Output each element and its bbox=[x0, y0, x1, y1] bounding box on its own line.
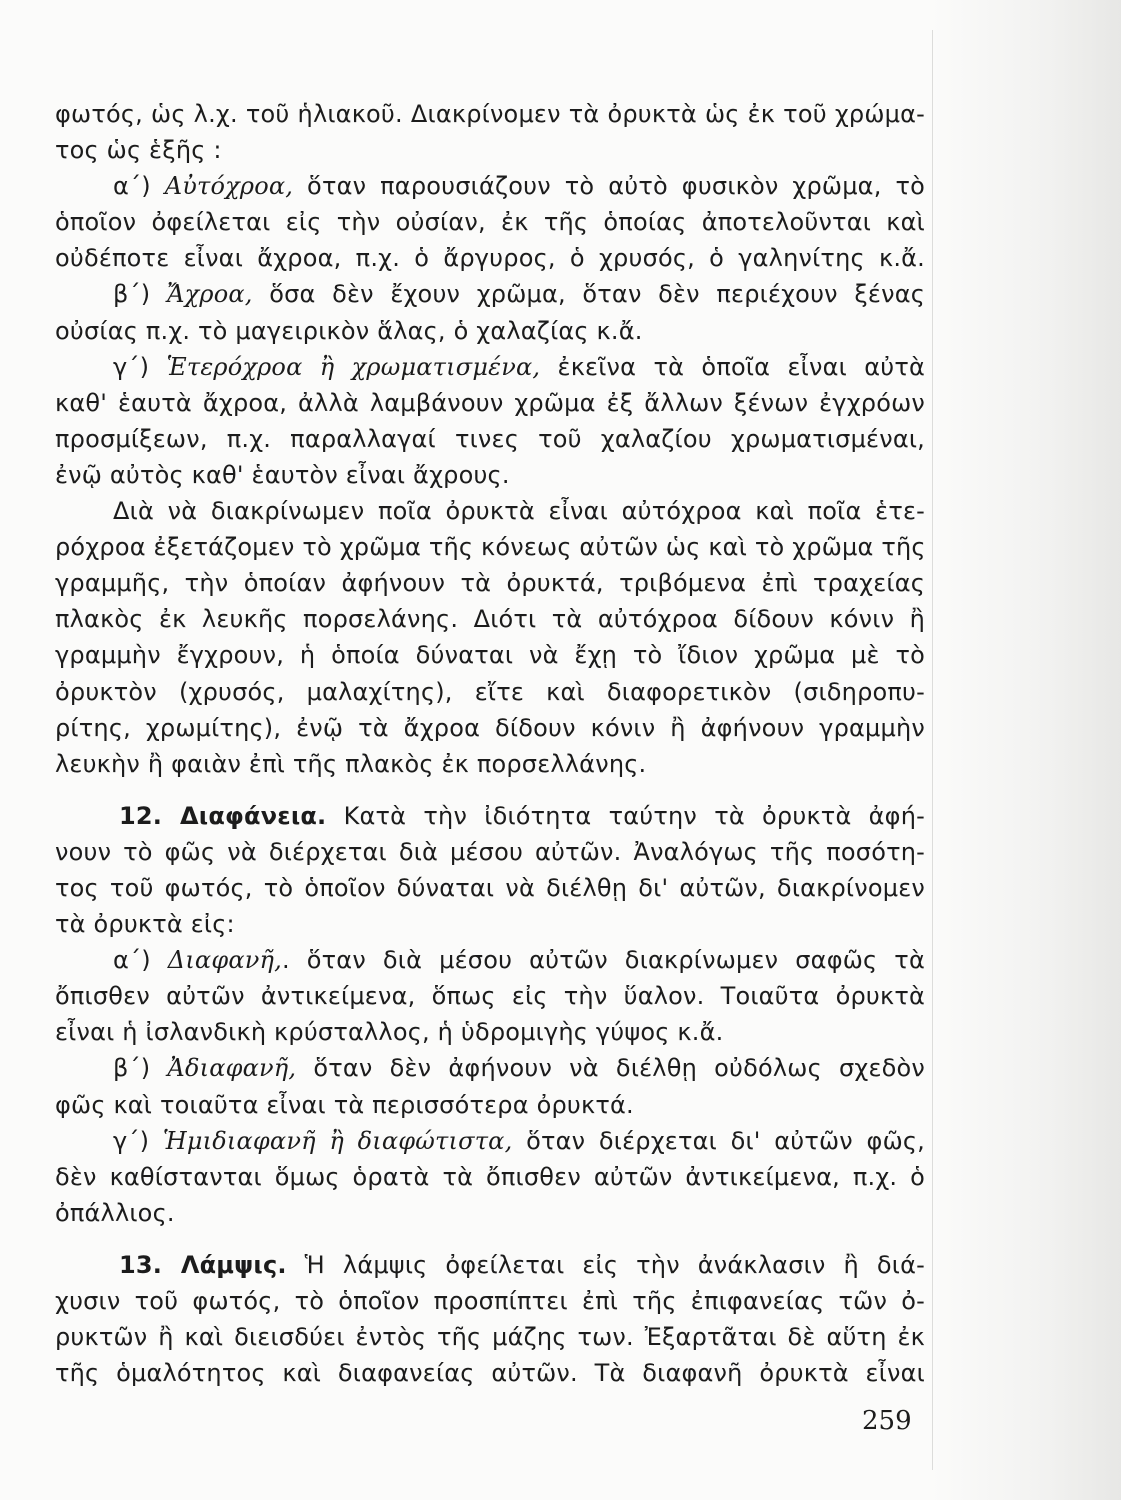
text-line: γ΄) Ἑτερόχροα ἢ χρωματισμένα, ἐκεῖνα τὰ ὁποῖα εἶναι αὐτὰ bbox=[113, 352, 925, 381]
text-line: φωτός, ὡς λ.χ. τοῦ ἡλιακοῦ. Διακρίνομεν τὰ ὀρυκτὰ ὡς ἐκ τοῦ χρώμα- bbox=[55, 100, 925, 128]
text-line: λευκὴν ἢ φαιὰν ἐπὶ τῆς πλακὸς ἐκ πορσελλάνης. bbox=[55, 749, 647, 778]
text-line: ὄπισθεν αὐτῶν ἀντικείμενα, ὅπως εἰς τὴν ὕαλον. Τοιαῦτα ὀρυκτὰ bbox=[55, 982, 925, 1011]
page-body-text bbox=[55, 96, 925, 1391]
term-italic: Ἑτερόχροα ἢ χρωματισμένα, bbox=[166, 352, 541, 381]
text-line: εἶναι ἡ ἰσλανδικὴ κρύσταλλος, ἡ ὑδρομιγὴς γύψος κ.ἄ. bbox=[55, 1018, 724, 1047]
text-line: τὰ ὀρυκτὰ εἰς: bbox=[55, 910, 235, 939]
text-line: τος ὡς ἑξῆς : bbox=[55, 136, 222, 165]
text-line: γραμμὴν ἔγχρουν, ἡ ὁποία δύναται νὰ ἔχῃ τὸ ἴδιον χρῶμα μὲ τὸ bbox=[55, 641, 925, 670]
text-line: καθ' ἑαυτὰ ἄχροα, ἀλλὰ λαμβάνουν χρῶμα ἐξ ἄλλων ξένων ἐγχρόων bbox=[55, 388, 925, 417]
page-edge-shadow bbox=[931, 0, 1121, 1500]
text-line: τος τοῦ φωτός, τὸ ὁποῖον δύναται νὰ διέλθῃ δι' αὐτῶν, διακρίνομεν bbox=[55, 873, 925, 902]
text-line: γ΄) Ἡμιδιαφανῆ ἢ διαφώτιστα, ὅταν διέρχεται δι' αὐτῶν φῶς, bbox=[113, 1126, 926, 1155]
text-line: ὀπάλλιος. bbox=[55, 1198, 175, 1227]
term-italic: Διαφανῆ, bbox=[167, 946, 282, 975]
term-italic: Ἡμιδιαφανῆ ἢ διαφώτιστα, bbox=[162, 1126, 513, 1155]
section-heading: 13. Λάμψις. bbox=[119, 1250, 287, 1279]
text-line: ὀρυκτὸν (χρυσός, μαλαχίτης), εἴτε καὶ διαφορετικὸν (σιδηροπυ- bbox=[55, 677, 925, 706]
text-line: α΄) Αὐτόχροα, ὅταν παρουσιάζουν τὸ αὐτὸ φυσικὸν χρῶμα, τὸ bbox=[113, 172, 926, 201]
text-line: ρόχροα ἐξετάζομεν τὸ χρῶμα τῆς κόνεως αὐτῶν ὡς καὶ τὸ χρῶμα τῆς bbox=[55, 533, 926, 562]
text-line: γραμμῆς, τὴν ὁποίαν ἀφήνουν τὰ ὀρυκτά, τριβόμενα ἐπὶ τραχείας bbox=[55, 569, 925, 598]
text-line: νουν τὸ φῶς νὰ διέρχεται διὰ μέσου αὐτῶν. Ἀναλόγως τῆς ποσότη- bbox=[55, 837, 925, 866]
text-line: α΄) Διαφανῆ,. ὅταν διὰ μέσου αὐτῶν διακρίνωμεν σαφῶς τὰ bbox=[113, 946, 925, 975]
text-line: ἐνῷ αὐτὸς καθ' ἑαυτὸν εἶναι ἄχρους. bbox=[55, 460, 510, 489]
page-number: 259 bbox=[862, 1406, 912, 1436]
term-italic: Ἄχροα, bbox=[166, 280, 253, 309]
text-line: φῶς καὶ τοιαῦτα εἶναι τὰ περισσότερα ὀρυκτά. bbox=[55, 1090, 634, 1119]
text-line: β΄) Ἄχροα, ὅσα δὲν ἔχουν χρῶμα, ὅταν δὲν περιέχουν ξένας bbox=[113, 280, 925, 309]
text-line: οὐδέποτε εἶναι ἄχροα, π.χ. ὁ ἄργυρος, ὁ χρυσός, ὁ γαληνίτης κ.ἄ. bbox=[55, 244, 925, 273]
text-line: Διὰ νὰ διακρίνωμεν ποῖα ὀρυκτὰ εἶναι αὐτόχροα καὶ ποῖα ἑτε- bbox=[113, 497, 925, 526]
text-line: προσμίξεων, π.χ. παραλλαγαί τινες τοῦ χαλαζίου χρωματισμέναι, bbox=[55, 424, 925, 453]
term-italic: Ἀδιαφανῆ, bbox=[167, 1054, 297, 1083]
section-heading: 12. Διαφάνεια. bbox=[119, 801, 327, 830]
text-line: δὲν καθίστανται ὅμως ὁρατὰ τὰ ὄπισθεν αὐτῶν ἀντικείμενα, π.χ. ὁ bbox=[55, 1162, 925, 1191]
text-line: ὁποῖον ὀφείλεται εἰς τὴν οὐσίαν, ἐκ τῆς ὁποίας ἀποτελοῦνται καὶ bbox=[55, 208, 925, 237]
page-fold-line bbox=[932, 30, 933, 1470]
text-line: πλακὸς ἐκ λευκῆς πορσελάνης. Διότι τὰ αὐτόχροα δίδουν κόνιν ἢ bbox=[55, 605, 925, 634]
text-line: β΄) Ἀδιαφανῆ, ὅταν δὲν ἀφήνουν νὰ διέλθῃ οὐδόλως σχεδὸν bbox=[113, 1054, 925, 1083]
text-line: ρυκτῶν ἢ καὶ διεισδύει ἐντὸς τῆς μάζης των. Ἐξαρτᾶται δὲ αὕτη ἐκ bbox=[55, 1323, 925, 1352]
section-12-heading-line: 12. Διαφάνεια. Κατὰ τὴν ἰδιότητα ταύτην τὰ ὀρυκτὰ ἀφή- bbox=[119, 801, 925, 830]
text-line: οὐσίας π.χ. τὸ μαγειρικὸν ἅλας, ὁ χαλαζίας κ.ἄ. bbox=[55, 316, 643, 345]
text-line: τῆς ὁμαλότητος καὶ διαφανείας αὐτῶν. Τὰ διαφανῆ ὀρυκτὰ εἶναι bbox=[55, 1359, 925, 1388]
text-line: χυσιν τοῦ φωτός, τὸ ὁποῖον προσπίπτει ἐπὶ τῆς ἐπιφανείας τῶν ὀ- bbox=[55, 1287, 925, 1315]
term-italic: Αὐτόχροα, bbox=[164, 172, 294, 201]
section-13-heading-line: 13. Λάμψις. Ἡ λάμψις ὀφείλεται εἰς τὴν ἀνάκλασιν ἢ διά- bbox=[119, 1250, 925, 1279]
text-line: ρίτης, χρωμίτης), ἐνῷ τὰ ἄχροα δίδουν κόνιν ἢ ἀφήνουν γραμμὴν bbox=[55, 713, 925, 742]
